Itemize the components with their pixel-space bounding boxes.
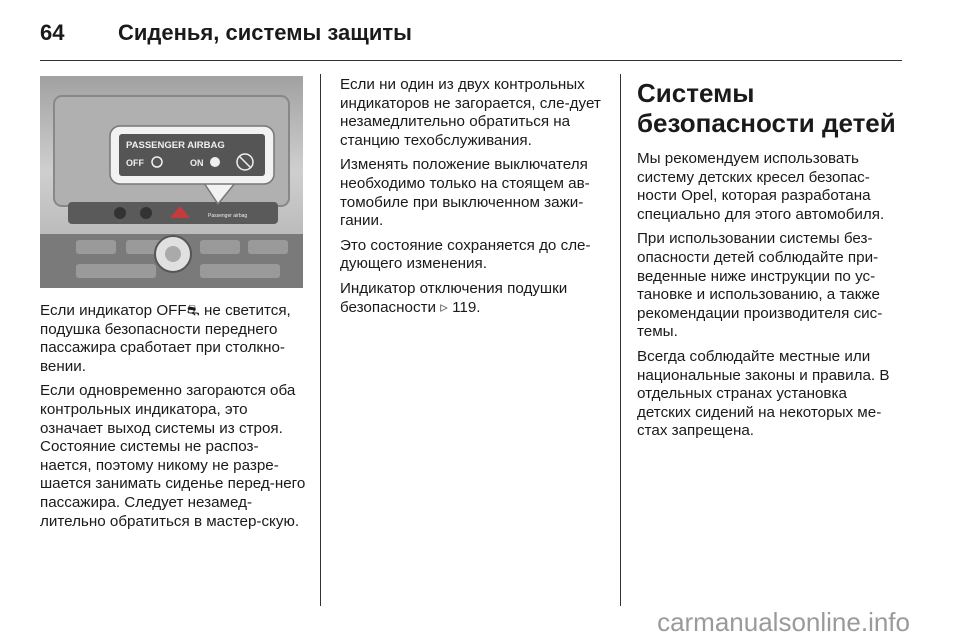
- running-title: Сиденья, системы защиты: [118, 20, 412, 45]
- header-rule: [40, 60, 902, 61]
- paragraph: Это состояние сохраняется до сле-дующего изменения.: [340, 236, 591, 273]
- paragraph: Если ни один из двух контрольных индикаторов не загорается, сле-дует незамедлительно обратиться на станцию техобслуживания.: [340, 76, 601, 149]
- on-label: ON: [190, 158, 204, 168]
- page-number: 64: [40, 20, 65, 45]
- reference-text: Индикатор отключения подушки безопасности: [340, 279, 568, 316]
- page-reference-link[interactable]: 119.: [447, 298, 481, 316]
- paragraph: Всегда соблюдайте местные или национальные законы и правила. В отдельных странах установка детских сидений на некоторых ме-стах запрещена.: [637, 347, 890, 440]
- paragraph: Мы рекомендуем использовать систему детских кресел безопас-ности Opel, которая разработана специально для этого автомобиля.: [637, 150, 885, 223]
- column-1: [40, 302, 308, 537]
- column-3: [637, 78, 902, 447]
- page-reference-arrow-icon: ▹: [440, 298, 448, 316]
- paragraph: Изменять положение выключателя необходимо только на стоящем ав-томобиле при выключенном зажи-гании.: [340, 156, 590, 230]
- section-heading: Системы безопасности детей: [637, 78, 896, 138]
- airbag-indicator-photo: [40, 76, 303, 288]
- watermark: carmanualsonline.info: [657, 607, 910, 637]
- panel-label: PASSENGER AIRBAG: [126, 140, 225, 151]
- column-divider: [320, 74, 321, 606]
- paragraph-with-reference: [340, 280, 606, 317]
- column-2: [340, 76, 606, 323]
- off-label: OFF: [126, 158, 144, 168]
- paragraph: Если индикатор OFF⛐ не светится, подушка безопасности переднего пассажира сработает при столкно-вении.: [40, 302, 291, 375]
- column-divider: [620, 74, 621, 606]
- paragraph: При использовании системы без-опасности детей соблюдайте при-веденные ниже инструкции по ус-тановке и использованию, а также рекомендации производителя сис-темы.: [637, 230, 883, 341]
- page-header: [40, 20, 920, 50]
- paragraph: Если одновременно загораются оба контрольных индикатора, это означает выход системы из строя. Состояние системы не распоз-нается, поэтому никому не разре-шается занимать сиденье перед-него пассажира. Следует незамед-лительно обратиться в мастер-скую.: [40, 382, 306, 530]
- small-panel-label: Passenger airbag: [208, 213, 248, 219]
